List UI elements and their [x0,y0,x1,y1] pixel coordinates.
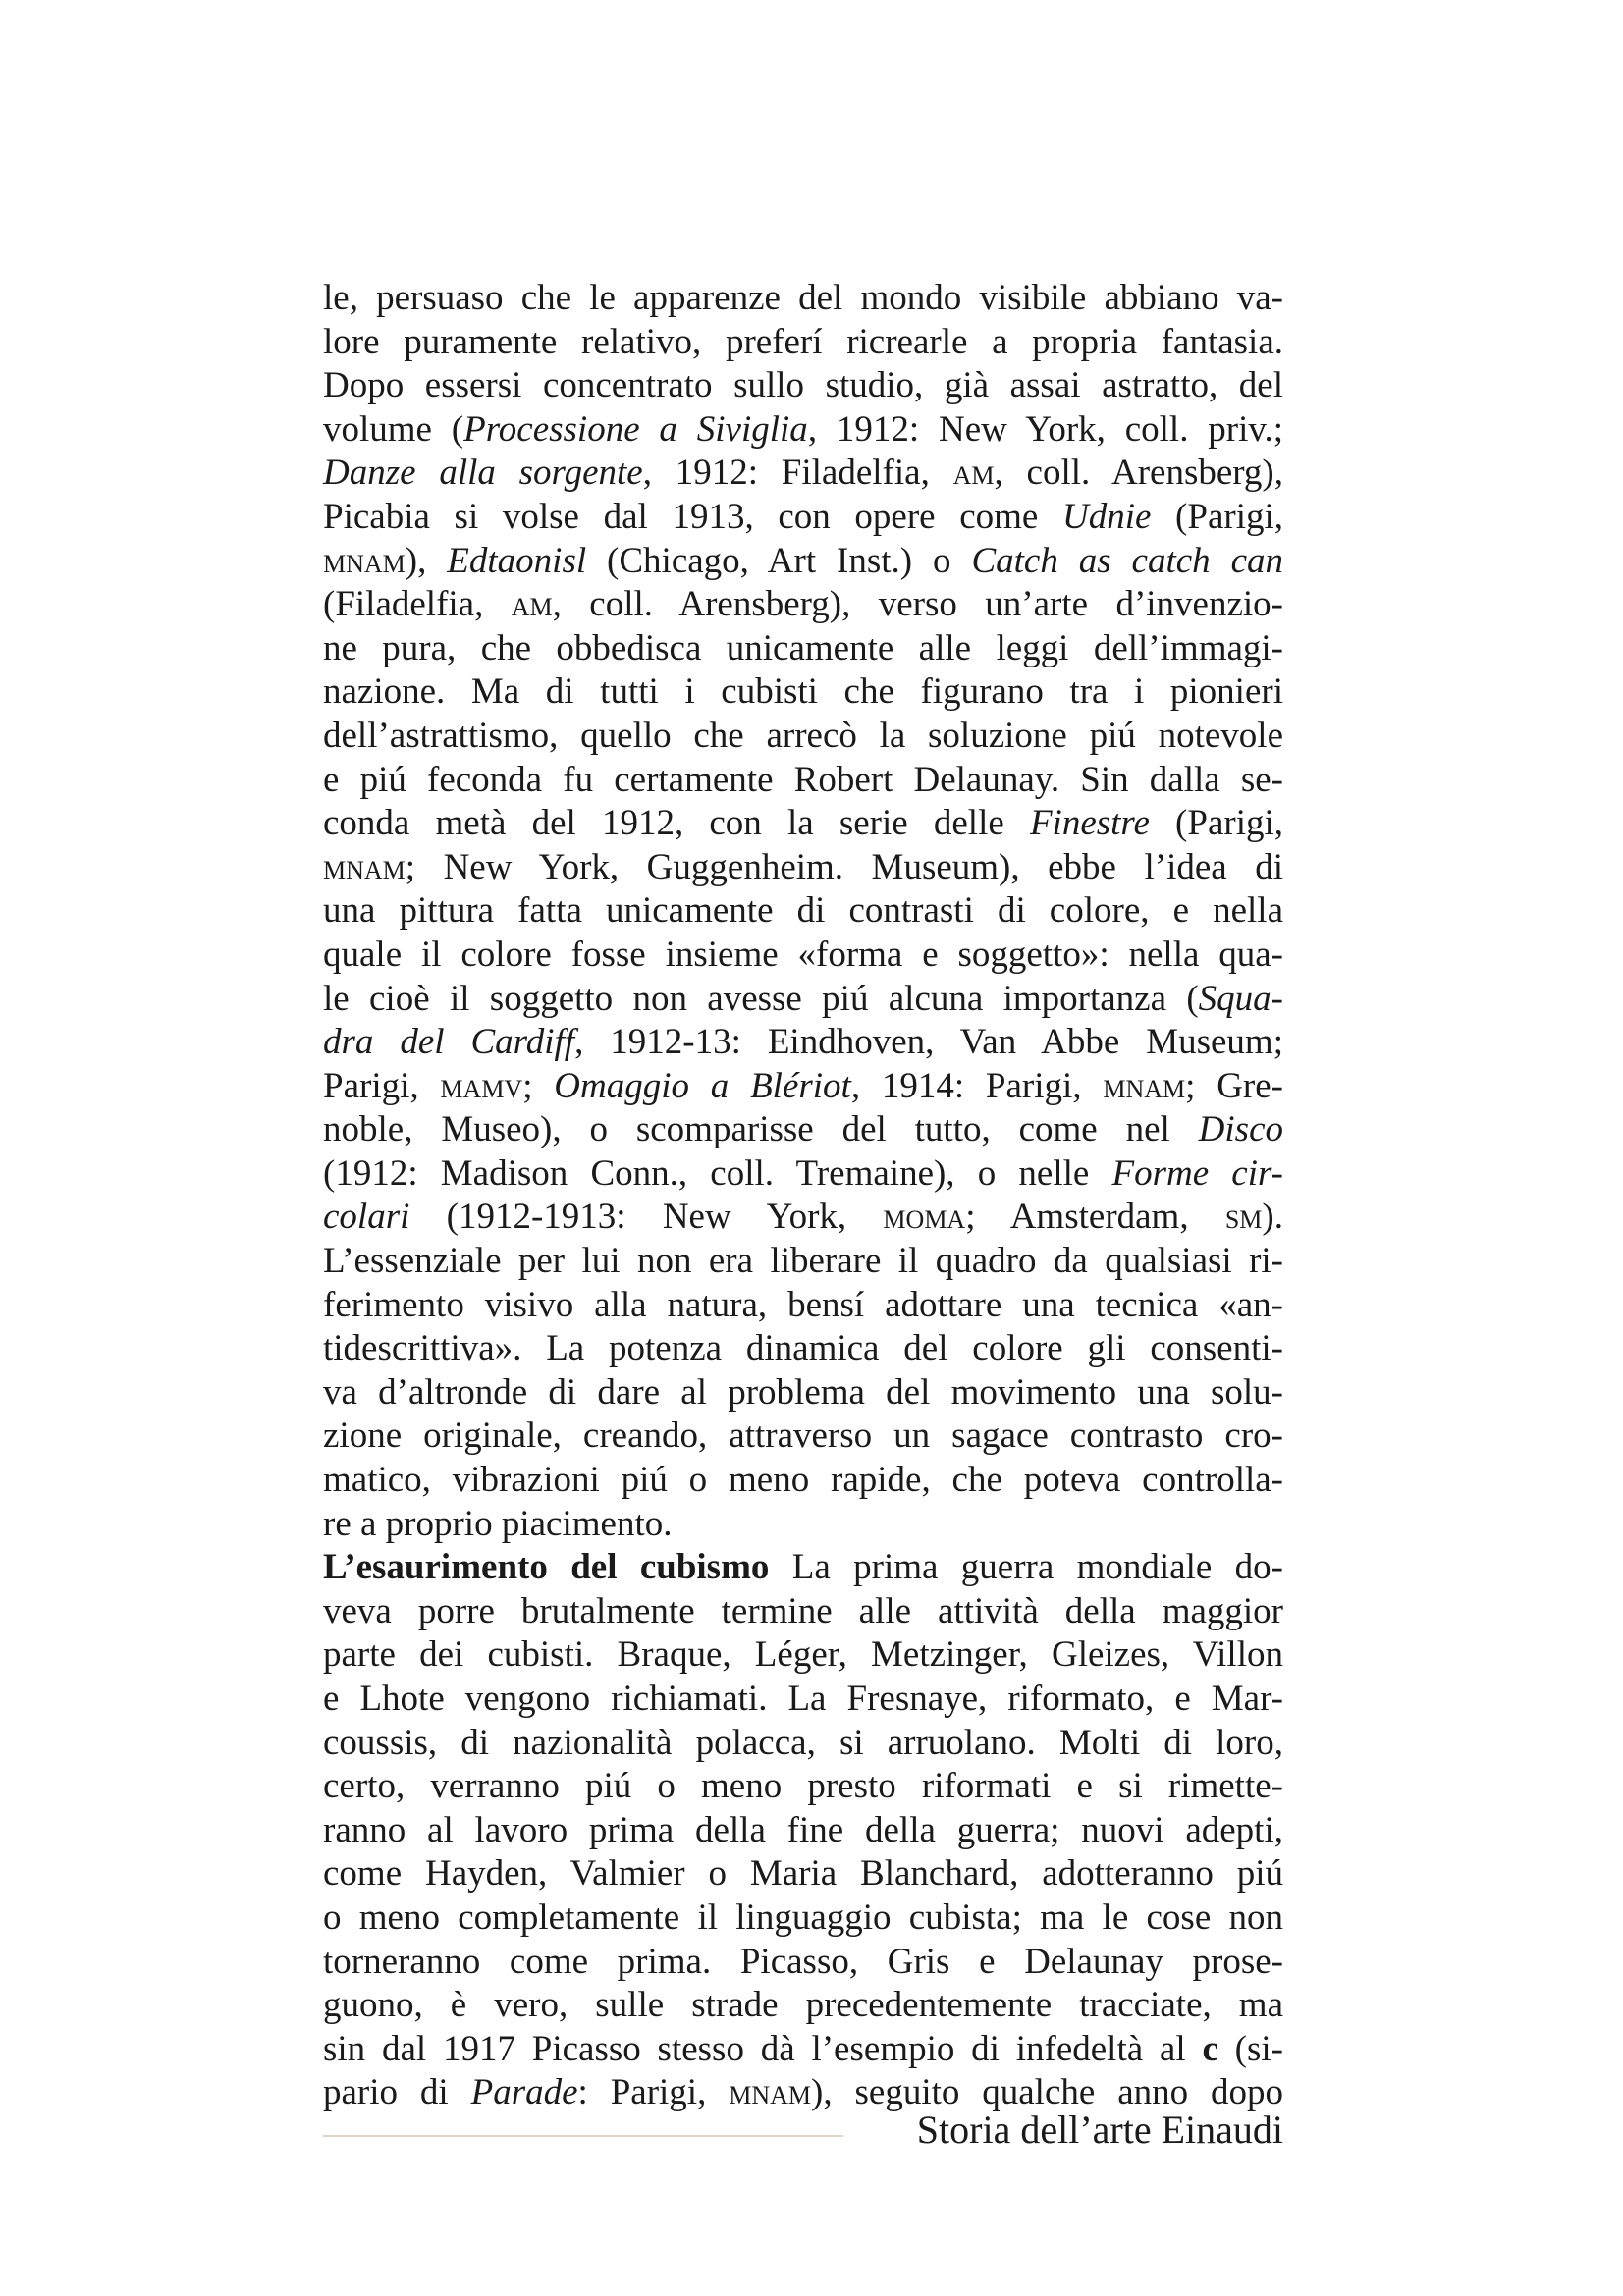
text-run: , 1912: Filadelfia, [642,453,953,494]
italic-title: Finestre [1029,803,1150,844]
text-run: noble, Museo), o scomparisse del tutto, come nel [323,1109,1199,1150]
text-run: dell’astrattismo, quello che arrecò la soluzione piú notevole [323,715,1283,756]
text-run: Picabia si volse dal 1913, con opere come [323,496,1062,537]
text-run: sin dal 1917 Picasso stesso dà l’esempio di infedeltà al [323,2028,1203,2069]
text-run: Dopo essersi concentrato sullo studio, già assai astratto, del [323,365,1283,406]
text-line [323,627,1283,671]
italic-title: Processione a Siviglia [463,408,808,450]
text-run: La prima guerra mondiale do- [769,1547,1283,1588]
text-line [323,408,1283,453]
bold-text: L’esaurimento del cubismo [323,1547,770,1588]
text-line [323,670,1283,715]
text-line [323,1678,1283,1722]
text-line [323,583,1283,627]
abbreviation: sm [1224,1197,1263,1238]
text-line [323,1765,1283,1809]
abbreviation: mnam [323,846,406,887]
text-run: (1912-1913: New York, [409,1197,884,1238]
text-run: parte dei cubisti. Braque, Léger, Metzinger, Gleizes, Villon [323,1634,1283,1676]
text-run: ranno al lavoro prima della fine della guerra; nuovi adepti, [323,1809,1283,1850]
text-line [323,452,1283,496]
italic-title: Disco [1198,1109,1283,1150]
text-run: ), seguito qualche anno dopo [811,2072,1284,2113]
text-line [323,1590,1283,1634]
italic-title: Forme cir- [1111,1152,1283,1194]
text-line [323,1327,1283,1371]
abbreviation: moma [883,1197,966,1238]
text-run: torneranno come prima. Picasso, Gris e Delaunay prose- [323,1941,1283,1982]
text-run: , 1912: New York, coll. priv.; [807,408,1284,450]
text-line [323,1021,1283,1065]
italic-title: colari [323,1197,410,1238]
abbreviation: am [952,453,995,494]
text-line [323,1503,1283,1547]
text-line [323,321,1283,365]
text-line [323,759,1283,803]
text-run: re a proprio piacimento. [323,1503,673,1544]
italic-title: Danze alla sorgente [323,453,643,494]
text-run: va d’altronde di dare al problema del movimento una solu- [323,1371,1283,1413]
text-run: (Parigi, [1149,803,1283,844]
text-run: ). [1262,1197,1283,1238]
italic-title: dra del Cardiff [323,1022,575,1063]
text-run: certo, verranno piú o meno presto riformati e si rimette- [323,1766,1283,1807]
abbreviation: am [511,584,553,625]
italic-title: Squa- [1198,978,1283,1019]
text-line [323,1809,1283,1853]
text-run: , 1912-13: Eindhoven, Van Abbe Museum; [574,1022,1283,1063]
text-run: ; Gre- [1185,1065,1283,1106]
text-line [323,802,1283,846]
text-line [323,277,1283,321]
text-run: e Lhote vengono richiamati. La Fresnaye, riformato, e Mar- [323,1679,1283,1719]
text-run: nazione. Ma di tutti i cubisti che figurano tra i pionieri [323,671,1283,713]
text-run: (Parigi, [1151,496,1283,537]
text-run: : Parigi, [577,2072,730,2113]
text-run: L’essenziale per lui non era liberare il quadro da qualsiasi ri- [323,1241,1283,1282]
italic-title: Udnie [1061,496,1152,537]
bold-text: c [1202,2028,1218,2069]
text-line [323,1371,1283,1415]
text-run: veva porre brutalmente termine alle attività della maggior [323,1590,1283,1631]
text-line [323,2028,1283,2072]
text-line [323,1284,1283,1328]
abbreviation: mnam [323,540,406,581]
text-run: lore puramente relativo, preferí ricrearle a propria fantasia. [323,321,1283,362]
text-line [323,1459,1283,1503]
text-run: ; Amsterdam, [965,1197,1225,1238]
text-run: guono, è vero, sulle strade precedentemente tracciate, ma [323,1985,1283,2026]
abbreviation: mnam [1103,1065,1186,1106]
text-run: quale il colore fosse insieme «forma e soggetto»: nella qua- [323,934,1283,975]
text-run: o meno completamente il linguaggio cubista; ma le cose non [323,1896,1283,1938]
text-line [323,1415,1283,1459]
italic-title: Parade [470,2072,578,2113]
text-run: ; New York, Guggenheim. Museum), ebbe l’idea di [405,846,1283,887]
text-line [323,889,1283,934]
body-text [323,277,1283,2115]
text-line [323,1852,1283,1896]
text-line [323,978,1283,1022]
text-run: (Filadelfia, [323,584,512,625]
text-line [323,1196,1283,1240]
italic-title: Omaggio a Blériot [554,1065,851,1106]
text-run: coussis, di nazionalità polacca, si arruolano. Molti di loro, [323,1722,1283,1763]
abbreviation: mnam [729,2072,812,2113]
text-line [323,1633,1283,1678]
abbreviation: mamv [440,1065,523,1106]
text-line [323,1722,1283,1766]
text-run: (si- [1217,2028,1283,2069]
text-line [323,1240,1283,1284]
text-line [323,846,1283,890]
text-run: (Chicago, Art Inst.) o [586,540,972,581]
text-line [323,496,1283,540]
text-run: , coll. Arensberg), verso un’arte d’invenzio- [552,584,1284,625]
text-run: matico, vibrazioni piú o meno rapide, che poteva controlla- [323,1460,1283,1501]
text-run: le cioè il soggetto non avesse piú alcuna importanza ( [323,978,1199,1019]
text-line [323,1984,1283,2028]
text-run: ; [522,1065,555,1106]
text-run: , 1914: Parigi, [850,1065,1104,1106]
text-run: pario di [323,2072,471,2113]
text-line [323,1896,1283,1941]
text-run: , coll. Arensberg), [994,453,1283,494]
text-run: ferimento visivo alla natura, bensí adottare una tecnica «an- [323,1284,1283,1325]
text-run: (1912: Madison Conn., coll. Tremaine), o nelle [323,1152,1112,1194]
text-line [323,1108,1283,1152]
text-run: una pittura fatta unicamente di contrasti di colore, e nella [323,890,1283,932]
text-line [323,934,1283,978]
text-run: Parigi, [323,1065,441,1106]
italic-title: Catch as catch can [971,540,1284,581]
text-run: ), [405,540,448,581]
text-run: zione originale, creando, attraverso un sagace contrasto cro- [323,1415,1283,1457]
text-line [323,540,1283,584]
text-run: volume ( [323,408,464,450]
text-line [323,1065,1283,1109]
text-run: tidescrittiva». La potenza dinamica del colore gli consenti- [323,1328,1283,1369]
text-line [323,1152,1283,1197]
footer-publisher: Storia dell’arte Einaudi [916,2108,1283,2152]
text-run: e piú feconda fu certamente Robert Delaunay. Sin dalla se- [323,759,1283,800]
text-line [323,364,1283,408]
text-run: conda metà del 1912, con la serie delle [323,803,1030,844]
text-line [323,715,1283,759]
italic-title: Edtaonisl [447,540,587,581]
text-line [323,1546,1283,1590]
text-run: come Hayden, Valmier o Maria Blanchard, adotteranno piú [323,1853,1283,1895]
footer-rule [323,2135,843,2137]
text-line [323,1941,1283,1985]
text-run: le, persuaso che le apparenze del mondo visibile abbiano va- [323,278,1283,318]
text-run: ne pura, che obbedisca unicamente alle leggi dell’immagi- [323,627,1283,668]
